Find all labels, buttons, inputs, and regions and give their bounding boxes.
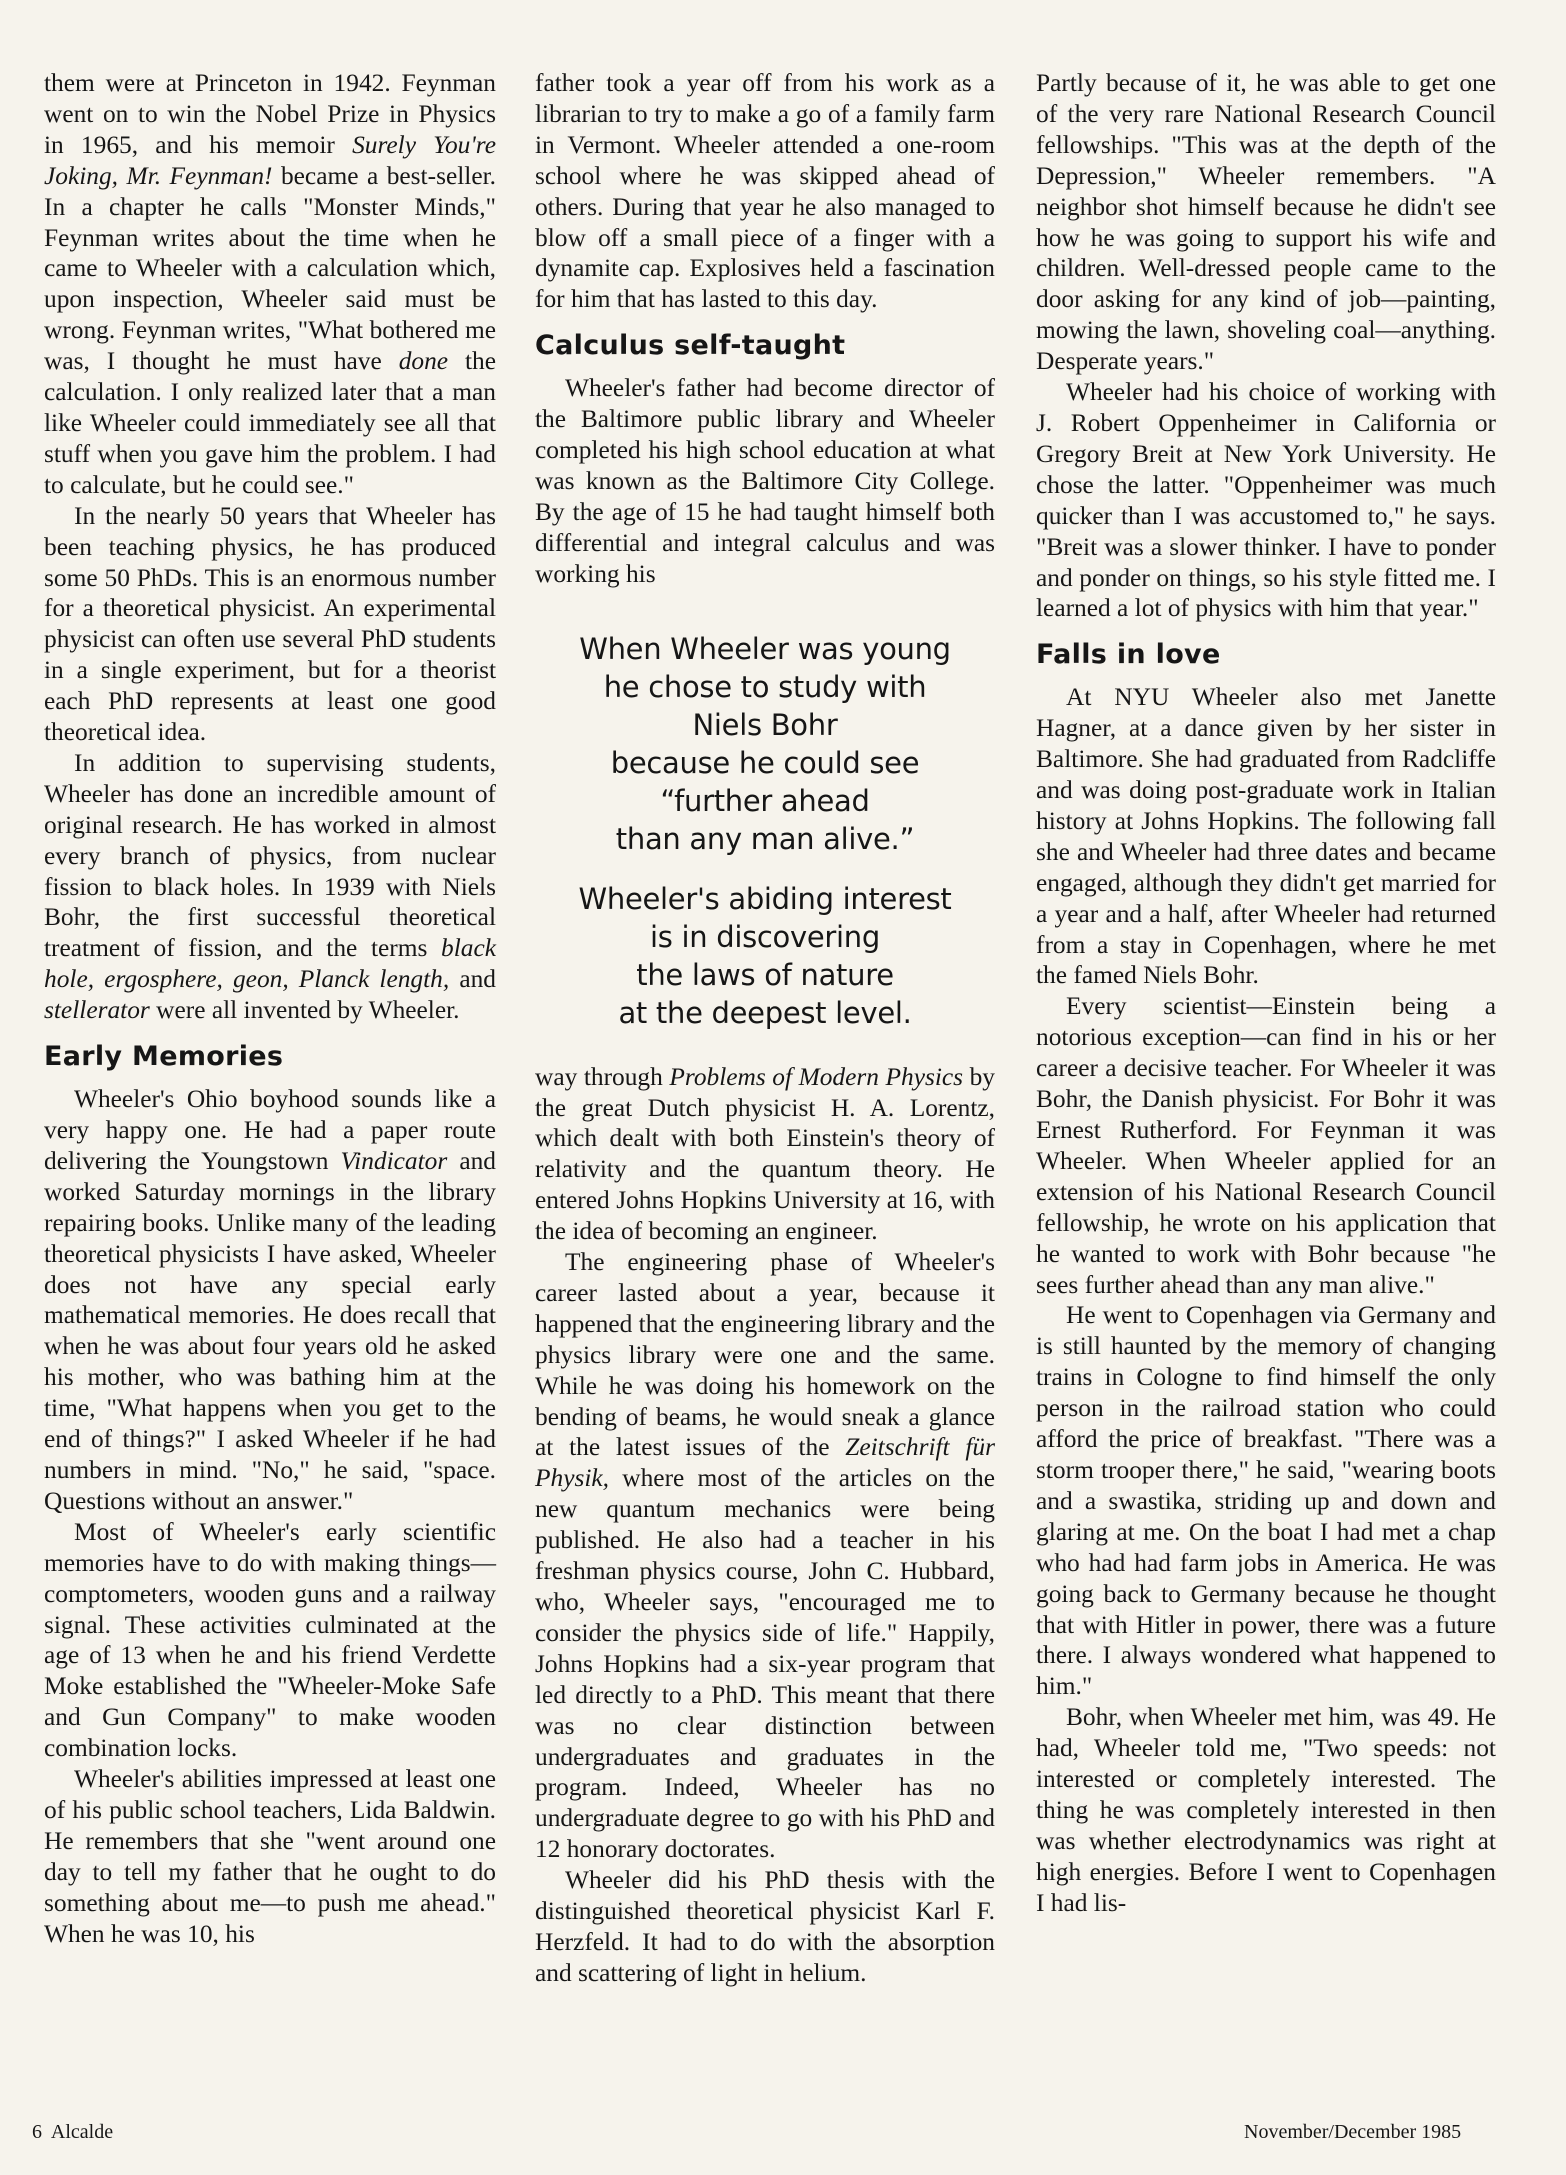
pull-quote-line: “further ahead <box>660 783 870 818</box>
paragraph: The engineering phase of Wheeler's career lasted about a year, because it happened that the engineering library and the physics library were one and the same. While he was doing his homework on the bending of beams, he would sneak a glance at the latest issues of the Zeitschrift für Physik, where most of the articles on the new quantum mechanics were being published. He also had a teacher in his freshman physics course, John C. Hubbard, who, Wheeler says, "encouraged me to consider the physics side of life." Happily, Johns Hopkins had a six-year program that led directly to a PhD. This meant that there was no clear distinction between undergraduates and graduates in the program. Indeed, Wheeler has no undergraduate degree to go with his PhD and 12 honorary doctorates. <box>535 1248 995 1864</box>
pull-quote-2 <box>535 880 995 1032</box>
pull-quote-line: at the deepest level. <box>618 995 912 1030</box>
pull-quote-line: he chose to study with <box>603 669 927 704</box>
section-heading: Calculus self-taught <box>535 330 846 362</box>
paragraph: Wheeler's father had become director of the Baltimore public library and Wheeler completed his high school education at what was known as the Baltimore City College. By the age of 15 he had taught himself both differential and integral calculus and was working his <box>535 374 995 588</box>
pull-quote <box>535 630 995 1032</box>
section-heading: Early Memories <box>44 1041 284 1073</box>
page-folio: 6 Alcalde <box>32 2121 114 2143</box>
paragraph: Wheeler's abilities impressed at least one of his public school teachers, Lida Baldwin. He remembers that she "went around one day to tell my father that he ought to do something about me—to push me ahead." When he was 10, his <box>44 1765 496 1948</box>
paragraph: Every scientist—Einstein being a notorious exception—can find in his or her career a decisive teacher. For Wheeler it was Bohr, the Danish physicist. For Bohr it was Ernest Rutherford. For Feynman it was Wheeler. When Wheeler applied for an extension of his National Research Council fellowship, he wrote on his application that he wanted to work with Bohr because "he sees further ahead than any man alive." <box>1036 992 1496 1299</box>
paragraph: way through Problems of Modern Physics by the great Dutch physicist H. A. Lorentz, which dealt with both Einstein's theory of relativity and the quantum theory. He entered Johns Hopkins University at 16, with the idea of becoming an engineer. <box>535 1062 996 1246</box>
paragraph: them were at Princeton in 1942. Feynman went on to win the Nobel Prize in Physics in 1965, and his memoir Surely You're Joking, Mr. Feynman! became a best-seller. In a chapter he calls "Monster Minds," Feynman writes about the time when he came to Wheeler with a calculation which, upon inspection, Wheeler said must be wrong. Feynman writes, "What bothered me was, I thought he must have done the calculation. I only realized later that a man like Wheeler could immediately see all that stuff when you gave him the problem. I had to calculate, but he could see." <box>44 69 496 499</box>
pull-quote-line: Wheeler's abiding interest <box>578 881 952 916</box>
section-heading: Falls in love <box>1036 639 1221 671</box>
paragraph: At NYU Wheeler also met Janette Hagner, at a dance given by her sister in Baltimore. She had graduated from Radcliffe and was doing post-graduate work in Italian history at Johns Hopkins. The following fall she and Wheeler had three dates and became engaged, although they didn't get married for a year and a half, after Wheeler had returned from a stay in Copenhagen, where he met the famed Niels Bohr. <box>1036 683 1496 990</box>
paragraph: He went to Copenhagen via Germany and is still haunted by the memory of changing trains in Cologne to find himself the only person in the railroad station who could afford the price of breakfast. "There was a storm trooper there," he said, "wearing boots and a swastika, striding up and down and glaring at me. On the boat I had met a chap who had had farm jobs in America. He was going back to Germany because he thought that with Hitler in power, there was a future there. I always wondered what happened to him." <box>1036 1301 1496 1701</box>
paragraph: In the nearly 50 years that Wheeler has been teaching physics, he has produced some 50 PhDs. This is an enormous number for a theoretical physicist. An experimental physicist can often use several PhD students in a single experiment, but for a theorist each PhD represents at least one good theoretical idea. <box>44 501 496 747</box>
pull-quote-1 <box>535 630 995 858</box>
paragraph: Wheeler had his choice of working with J. Robert Oppenheimer in California or Gregory Breit at New York University. He chose the latter. "Oppenheimer was much quicker than I was accustomed to," he says. "Breit was a slower thinker. I have to ponder and ponder on things, so his style fitted me. I learned a lot of physics with him that year." <box>1036 378 1496 623</box>
article-column-2 <box>535 68 995 1989</box>
pull-quote-line: because he could see <box>610 745 920 780</box>
paragraph: Bohr, when Wheeler met him, was 49. He had, Wheeler told me, "Two speeds: not interested or completely interested. The thing he was completely interested in then was whether electrodynamics was right at high energies. Before I went to Copenhagen I had lis- <box>1036 1703 1496 1917</box>
paragraph: Wheeler did his PhD thesis with the distinguished theoretical physicist Karl F. Herzfeld. It had to do with the absorption and scattering of light in helium. <box>535 1866 995 1987</box>
pull-quote-line: the laws of nature <box>636 957 894 992</box>
paragraph: Wheeler's Ohio boyhood sounds like a very happy one. He had a paper route delivering the Youngstown Vindicator and worked Saturday mornings in the library repairing books. Unlike many of the leading theoretical physicists I have asked, Wheeler does not have any special early mathematical memories. He does recall that when he was about four years old he asked his mother, who was bathing him at the time, "What happens when you get to the end of things?" I asked Wheeler if he had numbers in mind. "No," he said, "space. Questions without an answer." <box>44 1085 496 1515</box>
article-column-1 <box>44 68 496 1949</box>
article-column-3 <box>1036 68 1496 1919</box>
pull-quote-line: is in discovering <box>650 919 880 954</box>
pull-quote-line: than any man alive.” <box>615 821 915 856</box>
paragraph: father took a year off from his work as a librarian to try to make a go of a family farm in Vermont. Wheeler attended a one-room school where he was skipped ahead of others. During that year he also managed to blow off a small piece of a finger with a dynamite cap. Explosives held a fascination for him that has lasted to this day. <box>535 69 995 314</box>
pull-quote-line: Niels Bohr <box>692 707 838 742</box>
pull-quote-line: When Wheeler was young <box>579 631 951 666</box>
paragraph: Most of Wheeler's early scientific memories have to do with making things—comptometers, wooden guns and a railway signal. These activities culminated at the age of 13 when he and his friend Verdette Moke established the "Wheeler-Moke Safe and Gun Company" to make wooden combination locks. <box>44 1517 496 1763</box>
issue-date: November/December 1985 <box>1244 2121 1462 2143</box>
paragraph: Partly because of it, he was able to get one of the very rare National Research Council fellowships. "This was at the depth of the Depression," Wheeler remembers. "A neighbor shot himself because he didn't see how he was going to support his wife and children. Well-dressed people came to the door asking for any kind of job—painting, mowing the lawn, shoveling coal—anything. Desperate years." <box>1036 69 1496 376</box>
paragraph: In addition to supervising students, Wheeler has done an incredible amount of original research. He has worked in almost every branch of physics, from nuclear fission to black holes. In 1939 with Niels Bohr, the first successful theoretical treatment of fission, and the terms black hole, ergosphere, geon, Planck length, and stellerator were all invented by Wheeler. <box>44 748 496 1025</box>
